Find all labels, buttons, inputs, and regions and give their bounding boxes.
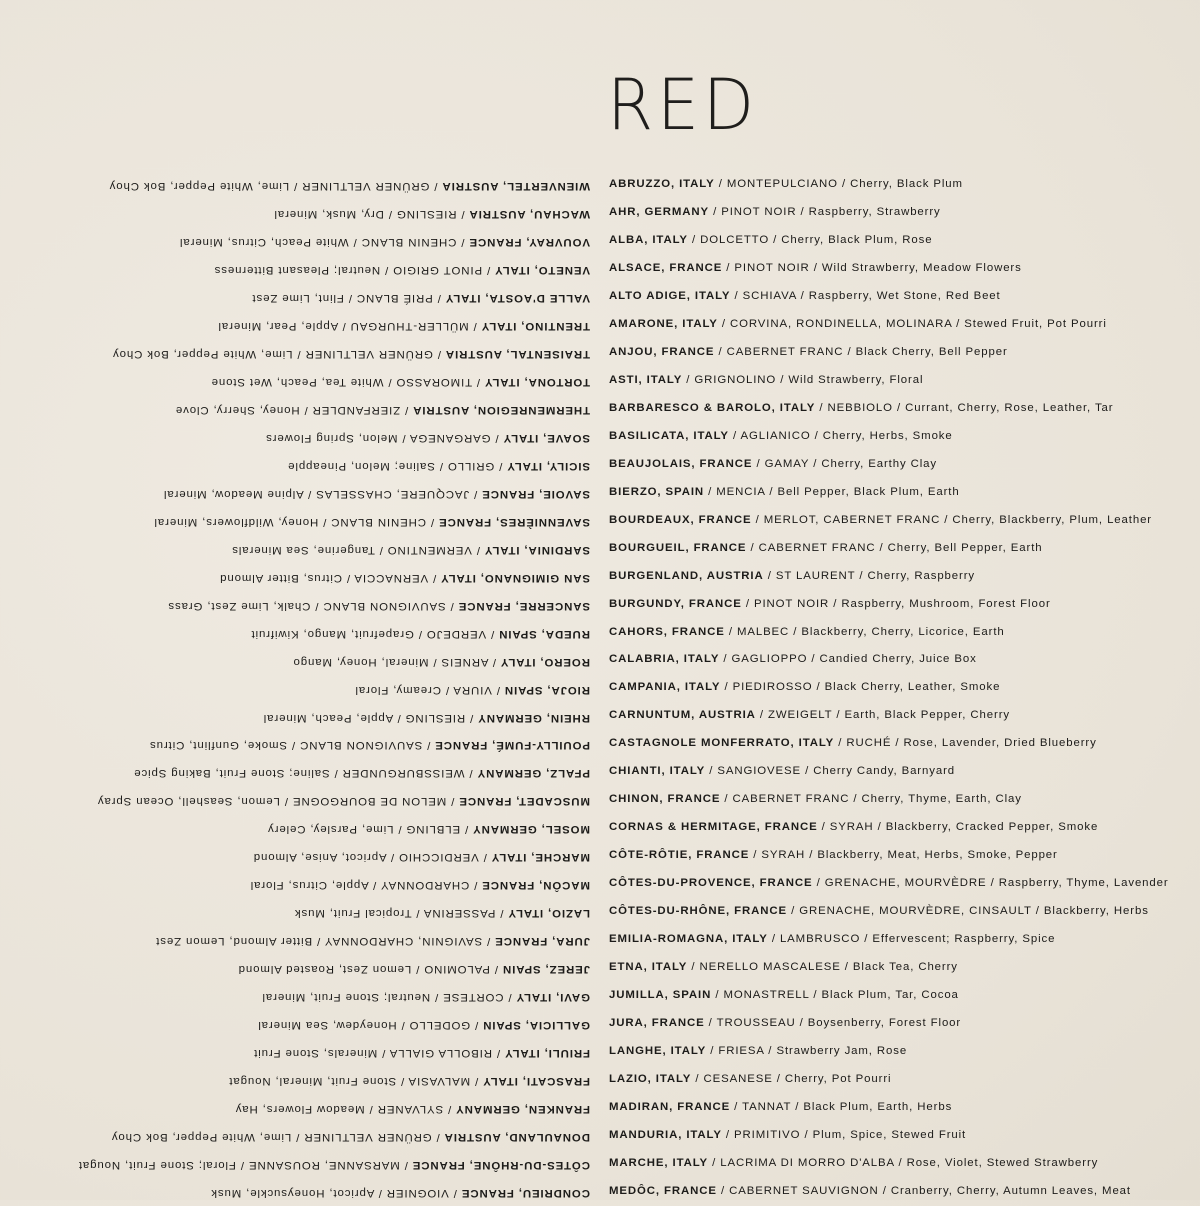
wine-entry	[78, 171, 590, 199]
wine-entry	[78, 339, 590, 367]
wine-entry	[609, 1066, 1169, 1094]
wine-detail: / CHARDONNAY / Apple, Citrus, Floral	[249, 879, 482, 892]
wine-region: THERMENREGION, AUSTRIA	[412, 403, 590, 416]
wine-region: CÔTES-DU-RHÔNE, FRANCE	[411, 1158, 590, 1171]
wine-entry	[609, 591, 1169, 619]
wine-detail: / VERDICCHIO / Apricot, Anise, Almond	[252, 851, 491, 864]
wine-entry	[609, 842, 1169, 870]
wine-entry	[78, 786, 590, 814]
wine-entry	[78, 563, 590, 591]
wine-detail: / TIMORASSO / White Tea, Peach, Wet Stone	[210, 375, 485, 388]
wine-entry	[609, 1178, 1169, 1206]
wine-detail: / SANGIOVESE / Cherry Candy, Barnyard	[705, 765, 955, 778]
wine-region: TORTONA, ITALY	[484, 375, 590, 388]
wine-entry	[78, 954, 590, 982]
wine-detail: / VERNACCIA / Citrus, Bitter Almond	[219, 571, 441, 584]
wine-region: CHINON, FRANCE	[609, 793, 721, 806]
wine-detail: / GRÜNER VELTLINER / Lime, White Pepper, Bok Choy	[108, 179, 442, 192]
wine-region: CASTAGNOLE MONFERRATO, ITALY	[609, 737, 835, 750]
wine-detail: / PINOT NOIR / Raspberry, Mushroom, Forest Floor	[741, 597, 1051, 610]
wine-detail: / AGLIANICO / Cherry, Herbs, Smoke	[728, 429, 953, 442]
wine-detail: / CHENIN BLANC / White Peach, Citrus, Mineral	[179, 235, 469, 248]
wine-detail: / VERDEJO / Grapefruit, Mango, Kiwifruit	[250, 627, 499, 640]
wine-detail: / RIESLING / Dry, Musk, Mineral	[273, 207, 469, 220]
wine-entry	[78, 1122, 590, 1150]
wine-detail: / JACQUERE, CHASSELAS / Alpine Meadow, Mineral	[163, 487, 482, 500]
wine-region: MARCHE, ITALY	[490, 851, 590, 864]
wine-entry	[78, 619, 590, 647]
wine-detail: / PALOMINO / Lemon Zest, Roasted Almond	[237, 963, 503, 976]
wine-detail: / MALBEC / Blackberry, Cherry, Licorice, Earth	[724, 625, 1005, 638]
wine-detail: / PASSERINA / Tropical Fruit, Musk	[294, 907, 508, 920]
wine-region: PFALZ, GERMANY	[476, 767, 590, 780]
wine-region: CÔTES-DU-PROVENCE, FRANCE	[609, 877, 813, 890]
wine-detail: / RUCHÉ / Rose, Lavender, Dried Blueberry	[834, 737, 1097, 750]
wine-region: JEREZ, SPAIN	[502, 963, 590, 976]
wine-detail: / SAUVIGNON BLANC / Chalk, Lime Zest, Grass	[167, 599, 458, 612]
wine-entry	[78, 1038, 590, 1066]
wine-detail: / GARGANEGA / Melon, Spring Flowers	[265, 431, 503, 444]
wine-detail: / TROUSSEAU / Boysenberry, Forest Floor	[704, 1017, 962, 1030]
wine-region: CARNUNTUM, AUSTRIA	[609, 709, 756, 722]
wine-region: CORNAS & HERMITAGE, FRANCE	[609, 821, 818, 834]
wine-region: POUILLY-FUMÉ, FRANCE	[434, 739, 590, 752]
wine-region: JURA, FRANCE	[494, 935, 590, 948]
wine-detail: / MENCIA / Bell Pepper, Black Plum, Earth	[704, 485, 960, 498]
wine-region: ABRUZZO, ITALY	[609, 178, 715, 190]
wine-entry	[609, 171, 1169, 199]
wine-detail: / CABERNET FRANC / Black Cherry, Bell Pepper	[714, 345, 1008, 358]
wine-entry	[609, 367, 1169, 395]
wine-detail: / PINOT NOIR / Wild Strawberry, Meadow Flowers	[722, 261, 1022, 274]
wine-region: ALBA, ITALY	[609, 233, 688, 246]
wine-entry	[609, 730, 1169, 758]
wine-region: MOSEL, GERMANY	[472, 823, 590, 836]
wine-region: WIENVERTEL, AUSTRIA	[441, 179, 590, 192]
wine-detail: / DOLCETTO / Cherry, Black Plum, Rose	[687, 233, 933, 246]
wine-region: TRENTINO, ITALY	[480, 319, 590, 332]
wine-entry	[609, 619, 1169, 647]
wine-region: SAVOIE, FRANCE	[481, 487, 590, 500]
wine-entry	[609, 1010, 1169, 1038]
wine-region: VOUVRAY, FRANCE	[468, 235, 590, 248]
wine-region: MADIRAN, FRANCE	[609, 1100, 731, 1113]
wine-entry	[609, 255, 1169, 283]
wine-detail: / GRENACHE, MOURVÈDRE, CINSAULT / Blackberry, Herbs	[787, 905, 1149, 918]
wine-entry	[609, 563, 1169, 591]
wine-detail: / NEBBIOLO / Currant, Cherry, Rose, Leather, Tar	[815, 401, 1114, 414]
wine-region: MARCHE, ITALY	[609, 1156, 709, 1169]
wine-region: VENETO, ITALY	[494, 263, 590, 276]
wine-detail: / CESANESE / Cherry, Pot Pourri	[691, 1073, 892, 1085]
wine-detail: / GRÜNER VELTLINER / Lime, White Pepper, Bok Choy	[112, 347, 446, 360]
wine-region: FRIULI, ITALY	[504, 1047, 590, 1059]
wine-region: VALLE D'AOSTA, ITALY	[445, 291, 590, 304]
wine-detail: / ZWEIGELT / Earth, Black Pepper, Cherry	[755, 709, 1011, 722]
wine-entry	[609, 339, 1169, 367]
wine-entry	[78, 507, 590, 535]
wine-detail: / PINOT NOIR / Raspberry, Strawberry	[709, 205, 941, 218]
wine-detail: / GRILLO / Saline; Melon, Pineapple	[287, 459, 507, 472]
wine-detail: / VIURA / Creamy, Floral	[354, 683, 505, 696]
wine-detail: / SYRAH / Blackberry, Meat, Herbs, Smoke, Pepper	[749, 849, 1058, 862]
wine-region: EMILIA-ROMAGNA, ITALY	[609, 933, 768, 946]
wine-region: CÔTES-DU-RHÔNE, FRANCE	[609, 905, 788, 918]
wine-region: SOAVE, ITALY	[502, 431, 590, 444]
wine-detail: / PRIMITIVO / Plum, Spice, Stewed Fruit	[721, 1128, 967, 1141]
wine-detail: / GRENACHE, MOURVÈDRE / Raspberry, Thyme, Lavender	[812, 877, 1169, 890]
wine-detail: / MALVASIA / Stone Fruit, Mineral, Nougat	[228, 1074, 483, 1087]
wine-entry	[609, 814, 1169, 842]
wine-entry	[609, 451, 1169, 479]
wine-region: DONAULAND, AUSTRIA	[443, 1130, 590, 1143]
wine-detail: / MARSANNE, ROUSANNE / Floral; Stone Fruit, Nougat	[78, 1158, 412, 1171]
wine-entry	[609, 674, 1169, 702]
wine-entry	[609, 758, 1169, 786]
wine-detail: / PIEDIROSSO / Black Cherry, Leather, Smoke	[720, 681, 1001, 694]
wine-detail: / ARNEIS / Mineral, Honey, Mango	[292, 655, 501, 668]
wine-detail: / SYLVANER / Meadow Flowers, Hay	[234, 1102, 456, 1115]
wine-detail: / WEISSBURGUNDER / Saline; Stone Fruit, Baking Spice	[133, 767, 477, 780]
wine-entry	[609, 1150, 1169, 1178]
wine-detail: / MÜLLER-THURGAU / Apple, Pear, Mineral	[217, 319, 481, 332]
wine-region: MEDÔC, FRANCE	[609, 1184, 717, 1197]
wine-region: FRANKEN, GERMANY	[455, 1102, 590, 1115]
wine-entry	[78, 982, 590, 1010]
wine-detail: / MELON DE BOURGOGNE / Lemon, Seashell, Ocean Spray	[97, 795, 459, 808]
wine-region: BEAUJOLAIS, FRANCE	[609, 457, 753, 470]
wine-region: CONDRIEU, FRANCE	[461, 1186, 590, 1199]
wine-region: JURA, FRANCE	[609, 1017, 705, 1030]
wine-detail: / NERELLO MASCALESE / Black Tea, Cherry	[687, 961, 958, 974]
wine-detail: / PINOT GRIGIO / Neutral; Pleasant Bitterness	[213, 263, 495, 276]
wine-entry	[609, 227, 1169, 255]
wine-region: TRAISENTAL, AUSTRIA	[445, 347, 590, 360]
wine-entry	[78, 479, 590, 507]
wine-entry	[78, 1178, 590, 1206]
wine-entry	[609, 954, 1169, 982]
wine-detail: / GODELLO / Honeydew, Sea Mineral	[257, 1019, 483, 1032]
wine-detail: / CABERNET FRANC / Cherry, Bell Pepper, Earth	[746, 541, 1043, 554]
wine-region: GAVI, ITALY	[515, 991, 590, 1004]
wine-detail: / ST LAURENT / Cherry, Raspberry	[763, 569, 976, 582]
wine-entry	[78, 674, 590, 702]
wine-entry	[609, 898, 1169, 926]
wine-entry	[78, 1094, 590, 1122]
wine-detail: / SYRAH / Blackberry, Cracked Pepper, Smoke	[817, 821, 1099, 834]
wine-region: BOURDEAUX, FRANCE	[609, 513, 752, 526]
wine-region: SARDINIA, ITALY	[484, 543, 590, 556]
wine-entry	[609, 535, 1169, 563]
wine-entry	[78, 535, 590, 563]
wine-entry	[609, 395, 1169, 423]
wine-detail: / SCHIAVA / Raspberry, Wet Stone, Red Beet	[730, 289, 1001, 302]
page-title: RED	[607, 64, 758, 146]
wine-entry	[609, 1122, 1169, 1150]
wine-detail: / GAMAY / Cherry, Earthy Clay	[752, 457, 938, 470]
red-wine-list	[609, 171, 1169, 1206]
wine-region: ALSACE, FRANCE	[609, 261, 723, 274]
wine-entry	[78, 591, 590, 619]
wine-entry	[78, 702, 590, 730]
wine-detail: / RIESLING / Apple, Peach, Mineral	[262, 711, 478, 724]
wine-region: MUSCADET, FRANCE	[458, 795, 590, 808]
wine-entry	[78, 311, 590, 339]
wine-detail: / ZIERFANDLER / Honey, Sherry, Clove	[175, 403, 413, 416]
wine-detail: / CABERNET SAUVIGNON / Cranberry, Cherry, Autumn Leaves, Meat	[716, 1184, 1131, 1197]
wine-detail: / CORTESE / Neutral; Stone Fruit, Mineral	[261, 991, 516, 1004]
wine-region: JUMILLA, SPAIN	[609, 989, 712, 1002]
wine-region: ASTI, ITALY	[609, 373, 683, 386]
wine-entry	[78, 730, 590, 758]
wine-region: WACHAU, AUSTRIA	[468, 207, 590, 220]
wine-entry	[609, 702, 1169, 730]
wine-entry	[78, 227, 590, 255]
wine-detail: / ELBLING / Lime, Parsley, Celery	[267, 823, 473, 836]
wine-detail: / VIOGNIER / Apricot, Honeysuckle, Musk	[210, 1186, 462, 1199]
wine-entry	[78, 898, 590, 926]
wine-detail: / PRIÉ BLANC / Flint, Lime Zest	[251, 291, 446, 304]
wine-region: CÔTE-RÔTIE, FRANCE	[609, 849, 750, 862]
wine-region: CHIANTI, ITALY	[609, 765, 706, 778]
wine-entry	[78, 758, 590, 786]
wine-region: AHR, GERMANY	[609, 205, 710, 218]
wine-entry	[609, 423, 1169, 451]
wine-entry	[78, 814, 590, 842]
wine-detail: / MONTEPULCIANO / Cherry, Black Plum	[714, 178, 963, 190]
wine-region: CALABRIA, ITALY	[609, 653, 720, 666]
wine-region: FRASCATI, ITALY	[482, 1074, 590, 1087]
wine-entry	[609, 507, 1169, 535]
white-wine-list	[78, 171, 590, 1206]
wine-region: SAN GIMIGNANO, ITALY	[440, 571, 590, 584]
wine-entry	[78, 842, 590, 870]
wine-region: ALTO ADIGE, ITALY	[609, 289, 731, 302]
wine-region: LAZIO, ITALY	[507, 907, 590, 920]
wine-region: BARBARESCO & BAROLO, ITALY	[609, 401, 816, 414]
wine-entry	[78, 395, 590, 423]
wine-detail: / LACRIMA DI MORRO D'ALBA / Rose, Violet, Stewed Strawberry	[708, 1156, 1099, 1169]
wine-detail: / LAMBRUSCO / Effervescent; Raspberry, Spice	[767, 933, 1056, 946]
wine-region: BIERZO, SPAIN	[609, 485, 705, 498]
wine-entry	[609, 479, 1169, 507]
wine-entry	[78, 1066, 590, 1094]
wine-entry	[609, 646, 1169, 674]
wine-region: ANJOU, FRANCE	[609, 345, 715, 358]
wine-detail: / MERLOT, CABERNET FRANC / Cherry, Blackberry, Plum, Leather	[751, 513, 1152, 526]
wine-region: AMARONE, ITALY	[609, 317, 718, 330]
wine-entry	[609, 1094, 1169, 1122]
wine-entry	[609, 982, 1169, 1010]
wine-region: MACÔN, FRANCE	[481, 879, 590, 892]
wine-region: BASILICATA, ITALY	[609, 429, 729, 442]
wine-entry	[78, 926, 590, 954]
wine-entry	[78, 870, 590, 898]
wine-region: BURGENLAND, AUSTRIA	[609, 569, 764, 582]
wine-detail: / MONASTRELL / Black Plum, Tar, Cocoa	[711, 989, 959, 1002]
wine-entry	[78, 199, 590, 227]
wine-entry	[609, 870, 1169, 898]
wine-entry	[609, 786, 1169, 814]
wine-detail: / CABERNET FRANC / Cherry, Thyme, Earth, Clay	[720, 793, 1022, 806]
wine-entry	[78, 423, 590, 451]
wine-entry	[78, 1150, 590, 1178]
wine-entry	[609, 311, 1169, 339]
wine-detail: / SAUVIGNON BLANC / Smoke, Gunflint, Citrus	[149, 739, 435, 752]
wine-region: CAHORS, FRANCE	[609, 625, 725, 638]
wine-region: BOURGUEIL, FRANCE	[609, 541, 747, 554]
wine-region: LANGHE, ITALY	[609, 1045, 707, 1058]
wine-region: SAVENNIÈRES, FRANCE	[438, 515, 590, 528]
wine-entry	[78, 1010, 590, 1038]
wine-detail: / GRÜNER VELTLINER / Lime, White Pepper, Bok Choy	[111, 1130, 444, 1143]
wine-detail: / VERMENTINO / Tangerine, Sea Minerals	[231, 543, 485, 556]
wine-detail: / GRIGNOLINO / Wild Strawberry, Floral	[682, 373, 924, 386]
wine-detail: / SAVIGNIN, CHARDONNAY / Bitter Almond, Lemon Zest	[155, 935, 495, 948]
wine-entry	[78, 367, 590, 395]
wine-detail: / RIBOLLA GIALLA / Minerals, Stone Fruit	[253, 1047, 505, 1059]
wine-region: SANCERRE, FRANCE	[457, 599, 590, 612]
wine-detail: / CHENIN BLANC / Honey, Wildflowers, Mineral	[153, 515, 439, 528]
wine-entry	[609, 1038, 1169, 1066]
wine-entry	[78, 283, 590, 311]
wine-entry	[609, 199, 1169, 227]
wine-detail: / TANNAT / Black Plum, Earth, Herbs	[730, 1100, 953, 1113]
wine-region: GALLICIA, SPAIN	[482, 1019, 590, 1032]
wine-region: LAZIO, ITALY	[609, 1073, 692, 1085]
wine-detail: / GAGLIOPPO / Candied Cherry, Juice Box	[719, 653, 977, 666]
wine-region: BURGUNDY, FRANCE	[609, 597, 742, 610]
wine-region: RUEDA, SPAIN	[498, 627, 590, 640]
wine-region: ROERO, ITALY	[500, 655, 590, 668]
wine-entry	[78, 255, 590, 283]
wine-detail: / FRIESA / Strawberry Jam, Rose	[706, 1045, 908, 1058]
wine-entry	[609, 926, 1169, 954]
wine-region: SICILY, ITALY	[506, 459, 590, 472]
wine-entry	[78, 646, 590, 674]
wine-entry	[609, 283, 1169, 311]
wine-detail: / CORVINA, RONDINELLA, MOLINARA / Stewed Fruit, Pot Pourri	[717, 317, 1107, 330]
wine-region: MANDURIA, ITALY	[609, 1128, 722, 1141]
wine-region: RHEIN, GERMANY	[477, 711, 590, 724]
wine-region: ETNA, ITALY	[609, 961, 688, 974]
wine-region: RIOJA, SPAIN	[504, 683, 590, 696]
wine-entry	[78, 451, 590, 479]
wine-region: CAMPANIA, ITALY	[609, 681, 721, 694]
